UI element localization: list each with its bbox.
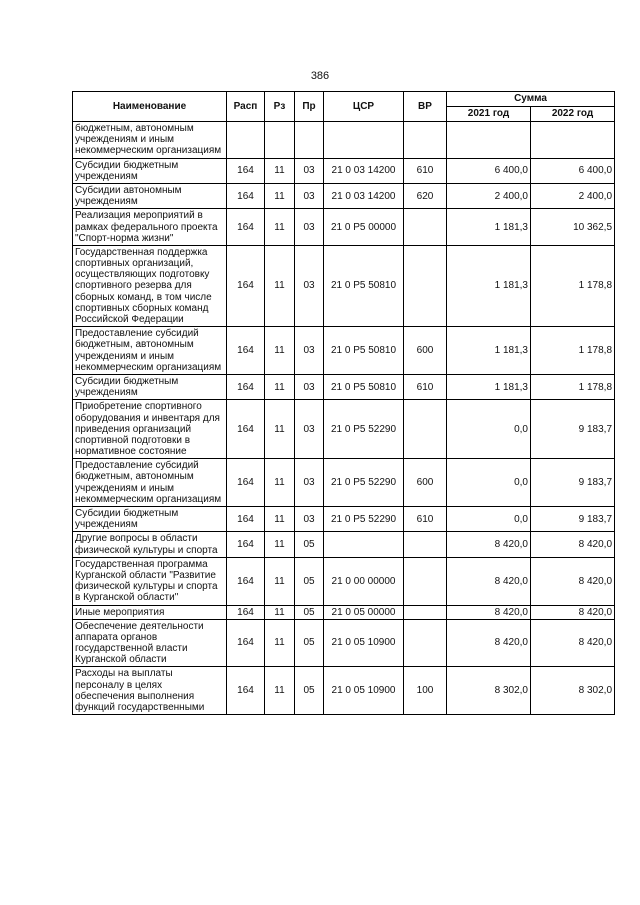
row-rasp-cell: 164 (227, 459, 265, 507)
row-sum-2021-cell: 0,0 (447, 459, 531, 507)
row-csr-cell: 21 0 P5 50810 (324, 327, 404, 375)
row-vr-cell (404, 532, 447, 557)
row-name-cell: Предоставление субсидий бюджетным, автономным учреждениям и иным некоммерческим организациям (73, 459, 227, 507)
col-header-rz: Рз (265, 92, 295, 122)
row-name-cell: Обеспечение деятельности аппарата органов государственной власти Курганской области (73, 619, 227, 667)
row-rasp-cell: 164 (227, 400, 265, 459)
row-pr-cell: 03 (295, 209, 324, 246)
row-rz-cell: 11 (265, 667, 295, 715)
table-row (73, 532, 615, 557)
col-header-rasp: Расп (227, 92, 265, 122)
row-sum-2021-cell: 8 420,0 (447, 557, 531, 605)
row-sum-2022-cell: 9 183,7 (531, 459, 615, 507)
row-sum-2022-cell: 9 183,7 (531, 400, 615, 459)
table-row (73, 507, 615, 532)
row-csr-cell: 21 0 05 10900 (324, 667, 404, 715)
row-csr-cell (324, 122, 404, 159)
table-row (73, 245, 615, 326)
row-rasp-cell: 164 (227, 374, 265, 399)
table-row (73, 619, 615, 667)
row-rasp-cell: 164 (227, 619, 265, 667)
row-name-cell: Другие вопросы в области физической культуры и спорта (73, 532, 227, 557)
row-csr-cell: 21 0 05 10900 (324, 619, 404, 667)
table-row (73, 400, 615, 459)
col-header-name: Наименование (73, 92, 227, 122)
row-rz-cell: 11 (265, 619, 295, 667)
table-row (73, 122, 615, 159)
row-pr-cell: 03 (295, 400, 324, 459)
row-sum-2021-cell: 1 181,3 (447, 327, 531, 375)
table-row (73, 557, 615, 605)
row-pr-cell: 05 (295, 667, 324, 715)
table-row (73, 374, 615, 399)
row-sum-2022-cell: 8 420,0 (531, 557, 615, 605)
row-sum-2021-cell: 2 400,0 (447, 183, 531, 208)
table-row (73, 158, 615, 183)
row-sum-2022-cell: 8 302,0 (531, 667, 615, 715)
row-sum-2022-cell: 6 400,0 (531, 158, 615, 183)
row-sum-2022-cell: 1 178,8 (531, 245, 615, 326)
row-pr-cell: 03 (295, 158, 324, 183)
row-name-cell: Субсидии бюджетным учреждениям (73, 374, 227, 399)
row-pr-cell: 03 (295, 374, 324, 399)
row-pr-cell: 03 (295, 327, 324, 375)
row-vr-cell: 600 (404, 459, 447, 507)
row-rz-cell: 11 (265, 245, 295, 326)
row-rz-cell: 11 (265, 158, 295, 183)
row-csr-cell: 21 0 P5 52290 (324, 400, 404, 459)
row-rasp-cell: 164 (227, 209, 265, 246)
row-sum-2021-cell: 0,0 (447, 507, 531, 532)
row-rz-cell (265, 122, 295, 159)
table-row (73, 459, 615, 507)
row-vr-cell: 610 (404, 158, 447, 183)
row-csr-cell: 21 0 P5 52290 (324, 459, 404, 507)
row-rz-cell: 11 (265, 400, 295, 459)
row-vr-cell (404, 605, 447, 619)
row-name-cell: Иные мероприятия (73, 605, 227, 619)
row-csr-cell: 21 0 05 00000 (324, 605, 404, 619)
row-rz-cell: 11 (265, 183, 295, 208)
row-csr-cell: 21 0 03 14200 (324, 158, 404, 183)
table-row (73, 667, 615, 715)
row-name-cell: Субсидии бюджетным учреждениям (73, 158, 227, 183)
row-csr-cell: 21 0 P5 52290 (324, 507, 404, 532)
row-sum-2022-cell: 1 178,8 (531, 327, 615, 375)
row-sum-2021-cell: 8 420,0 (447, 532, 531, 557)
row-csr-cell: 21 0 P5 50810 (324, 374, 404, 399)
row-rasp-cell: 164 (227, 327, 265, 375)
budget-table (72, 91, 615, 715)
row-name-cell: Субсидии автономным учреждениям (73, 183, 227, 208)
row-csr-cell (324, 532, 404, 557)
row-sum-2022-cell: 8 420,0 (531, 605, 615, 619)
row-name-cell: Государственная программа Курганской области "Развитие физической культуры и спорта в Курганской области" (73, 557, 227, 605)
row-vr-cell (404, 209, 447, 246)
row-name-cell: Приобретение спортивного оборудования и инвентаря для приведения организаций спортивной подготовки в нормативное состояние (73, 400, 227, 459)
row-sum-2021-cell: 6 400,0 (447, 158, 531, 183)
row-csr-cell: 21 0 P5 00000 (324, 209, 404, 246)
row-vr-cell (404, 245, 447, 326)
page-number: 386 (310, 70, 330, 82)
row-name-cell: Субсидии бюджетным учреждениям (73, 507, 227, 532)
row-rz-cell: 11 (265, 209, 295, 246)
row-name-cell: бюджетным, автономным учреждениям и иным некоммерческим организациям (73, 122, 227, 159)
col-header-2021: 2021 год (447, 107, 531, 122)
row-rasp-cell: 164 (227, 507, 265, 532)
row-sum-2022-cell: 1 178,8 (531, 374, 615, 399)
row-sum-2021-cell: 1 181,3 (447, 245, 531, 326)
row-vr-cell (404, 619, 447, 667)
row-rz-cell: 11 (265, 327, 295, 375)
row-pr-cell: 05 (295, 557, 324, 605)
row-sum-2021-cell: 0,0 (447, 400, 531, 459)
row-sum-2021-cell: 8 302,0 (447, 667, 531, 715)
table-row (73, 327, 615, 375)
row-pr-cell: 03 (295, 507, 324, 532)
row-rz-cell: 11 (265, 557, 295, 605)
row-sum-2021-cell: 1 181,3 (447, 209, 531, 246)
row-vr-cell (404, 122, 447, 159)
row-sum-2021-cell: 8 420,0 (447, 605, 531, 619)
row-rasp-cell: 164 (227, 245, 265, 326)
row-rasp-cell: 164 (227, 183, 265, 208)
row-sum-2021-cell: 1 181,3 (447, 374, 531, 399)
row-pr-cell (295, 122, 324, 159)
row-pr-cell: 03 (295, 245, 324, 326)
row-sum-2022-cell: 8 420,0 (531, 532, 615, 557)
row-vr-cell (404, 400, 447, 459)
row-csr-cell: 21 0 03 14200 (324, 183, 404, 208)
row-rasp-cell: 164 (227, 158, 265, 183)
row-csr-cell: 21 0 00 00000 (324, 557, 404, 605)
row-rasp-cell (227, 122, 265, 159)
row-rz-cell: 11 (265, 532, 295, 557)
row-pr-cell: 03 (295, 459, 324, 507)
row-pr-cell: 05 (295, 619, 324, 667)
row-sum-2022-cell (531, 122, 615, 159)
row-sum-2021-cell (447, 122, 531, 159)
row-vr-cell: 620 (404, 183, 447, 208)
table-row (73, 183, 615, 208)
col-header-csr: ЦСР (324, 92, 404, 122)
row-csr-cell: 21 0 P5 50810 (324, 245, 404, 326)
row-rasp-cell: 164 (227, 557, 265, 605)
col-header-2022: 2022 год (531, 107, 615, 122)
row-sum-2021-cell: 8 420,0 (447, 619, 531, 667)
col-header-vr: ВР (404, 92, 447, 122)
row-name-cell: Предоставление субсидий бюджетным, автономным учреждениям и иным некоммерческим организациям (73, 327, 227, 375)
row-rz-cell: 11 (265, 507, 295, 532)
col-header-pr: Пр (295, 92, 324, 122)
row-name-cell: Реализация мероприятий в рамках федерального проекта "Спорт-норма жизни" (73, 209, 227, 246)
row-rz-cell: 11 (265, 605, 295, 619)
row-sum-2022-cell: 2 400,0 (531, 183, 615, 208)
row-name-cell: Государственная поддержка спортивных организаций, осуществляющих подготовку спортивного резерва для сборных команд, в том числе спортивных сборных команд Российской Федерации (73, 245, 227, 326)
table-row (73, 605, 615, 619)
row-rasp-cell: 164 (227, 532, 265, 557)
row-pr-cell: 05 (295, 605, 324, 619)
row-vr-cell (404, 557, 447, 605)
row-rasp-cell: 164 (227, 667, 265, 715)
row-vr-cell: 100 (404, 667, 447, 715)
row-name-cell: Расходы на выплаты персоналу в целях обеспечения выполнения функций государственными (73, 667, 227, 715)
row-sum-2022-cell: 9 183,7 (531, 507, 615, 532)
row-rasp-cell: 164 (227, 605, 265, 619)
row-pr-cell: 05 (295, 532, 324, 557)
header-row (73, 92, 615, 107)
row-vr-cell: 610 (404, 507, 447, 532)
row-vr-cell: 600 (404, 327, 447, 375)
col-header-sum: Сумма (447, 92, 615, 107)
row-sum-2022-cell: 8 420,0 (531, 619, 615, 667)
table-row (73, 209, 615, 246)
row-rz-cell: 11 (265, 459, 295, 507)
row-sum-2022-cell: 10 362,5 (531, 209, 615, 246)
row-pr-cell: 03 (295, 183, 324, 208)
row-vr-cell: 610 (404, 374, 447, 399)
row-rz-cell: 11 (265, 374, 295, 399)
